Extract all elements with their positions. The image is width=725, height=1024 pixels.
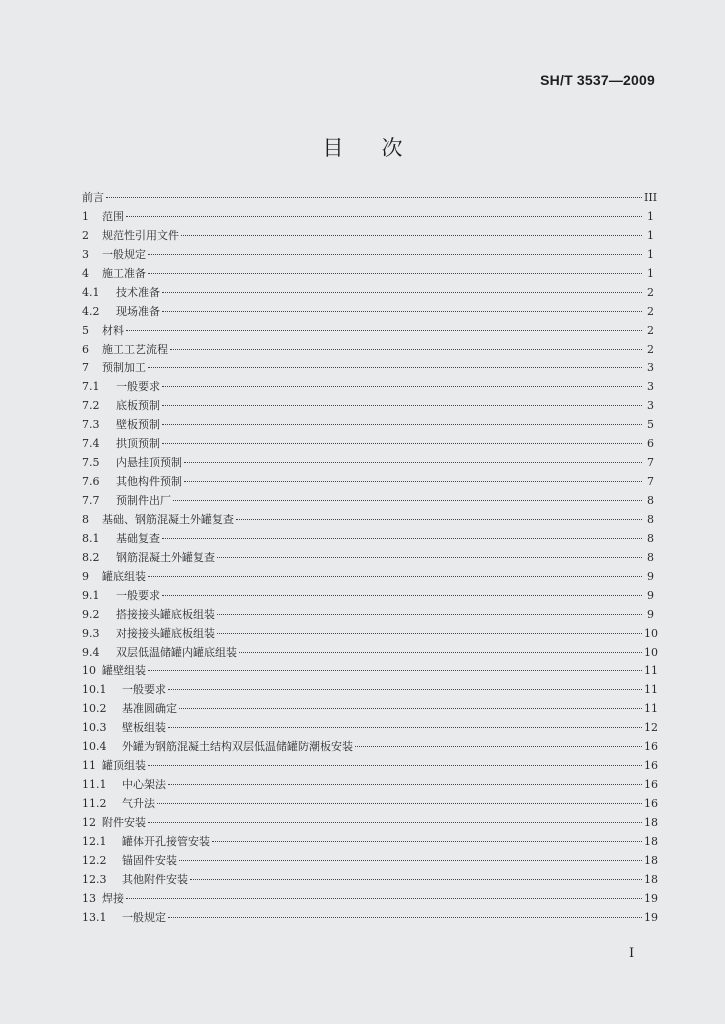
toc-entry-number: 7.6 <box>82 475 100 489</box>
toc-entry <box>82 662 658 681</box>
toc-entry <box>82 549 654 568</box>
toc-entry-label: 基础复查 <box>116 531 160 545</box>
toc-entry <box>82 681 658 700</box>
toc-leader-dots <box>190 878 642 880</box>
toc-leader-dots <box>148 669 642 671</box>
toc-entry <box>82 644 658 663</box>
toc-leader-dots <box>217 556 642 558</box>
toc-leader-dots <box>148 821 642 823</box>
toc-leader-dots <box>126 215 642 217</box>
toc-entry-number: 7.7 <box>82 494 100 507</box>
toc-entry-number: 11 <box>82 759 96 773</box>
toc-entry-label: 锚固件安装 <box>122 853 177 867</box>
toc-entry <box>82 833 658 852</box>
toc-leader-dots <box>148 366 642 368</box>
toc-entry-page: 7 <box>647 456 654 470</box>
toc-entry-number: 10.4 <box>82 740 107 754</box>
toc-entry-number: 10.2 <box>82 702 107 716</box>
toc-entry-label: 焊接 <box>102 891 124 905</box>
toc-entry-number: 12.3 <box>82 872 107 886</box>
toc-leader-dots <box>162 385 642 387</box>
toc-entry <box>82 473 654 492</box>
toc-entry-number: 8 <box>82 512 89 526</box>
toc-entry-page: 19 <box>644 891 658 905</box>
toc-entry-page: 6 <box>647 437 654 451</box>
toc-entry-label: 材料 <box>102 323 124 337</box>
toc-entry-page: 8 <box>647 531 654 545</box>
toc-entry-label: 一般要求 <box>116 588 160 602</box>
toc-leader-dots <box>162 291 642 293</box>
toc-entry-number: 7.1 <box>82 380 100 394</box>
page-title: 目次 <box>322 136 441 160</box>
toc-entry-page: 16 <box>644 740 658 754</box>
toc-entry <box>82 341 654 360</box>
toc-entry-page: 3 <box>647 399 654 413</box>
toc-entry <box>82 265 654 284</box>
toc-entry-number: 13 <box>82 891 96 905</box>
toc-entry-label: 现场准备 <box>116 304 160 318</box>
toc-entry-label: 搭接接头罐底板组装 <box>116 607 215 621</box>
toc-entry-page: 2 <box>647 342 654 356</box>
toc-entry-number: 10.3 <box>82 721 107 735</box>
toc-leader-dots <box>239 651 642 653</box>
toc-entry-page: 2 <box>647 285 654 299</box>
toc-entry-page: 3 <box>647 361 654 375</box>
toc-entry-number: 9.1 <box>82 588 100 602</box>
toc-entry-page: 8 <box>647 494 654 507</box>
toc-leader-dots <box>157 802 642 804</box>
toc-entry-page: 18 <box>644 853 658 867</box>
toc-entry-number: 4 <box>82 266 89 280</box>
toc-entry-label: 气升法 <box>122 797 155 810</box>
toc-entry-page: 2 <box>647 304 654 318</box>
toc-entry-number: 11.1 <box>82 778 107 792</box>
toc-entry-label: 罐壁组装 <box>102 664 146 678</box>
toc-entry-page: 11 <box>644 702 658 716</box>
toc-entry-number: 3 <box>82 247 89 261</box>
page-number: I <box>629 946 635 961</box>
toc-entry-label: 一般规定 <box>122 910 166 924</box>
toc-entry-page: 1 <box>647 247 654 261</box>
toc-entry <box>82 530 654 549</box>
toc-entry-number: 13.1 <box>82 910 107 924</box>
standard-code: SH/T 3537—2009 <box>540 72 655 88</box>
toc-entry-page: 8 <box>647 512 654 526</box>
toc-entry-page: 10 <box>644 645 658 659</box>
toc-entry-page: 7 <box>647 475 654 489</box>
toc-entry-number: 9.2 <box>82 607 100 621</box>
toc-leader-dots <box>126 329 642 331</box>
toc-entry-label: 前言 <box>82 191 104 204</box>
toc-entry-label: 其他构件预制 <box>116 475 182 489</box>
toc-entry <box>82 189 658 208</box>
toc-leader-dots <box>148 575 642 577</box>
toc-entry-number: 6 <box>82 342 89 356</box>
toc-entry-number: 4.1 <box>82 285 100 299</box>
toc-entry-number: 9.3 <box>82 626 100 640</box>
toc-leader-dots <box>162 310 642 312</box>
toc-leader-dots <box>236 518 642 520</box>
toc-entry-label: 中心架法 <box>122 778 166 792</box>
toc-entry <box>82 738 658 757</box>
toc-entry <box>82 227 654 246</box>
toc-entry-label: 罐底组装 <box>102 569 146 583</box>
toc-entry <box>82 568 654 587</box>
toc-entry-label: 一般要求 <box>122 683 166 697</box>
toc-entry-number: 10 <box>82 664 96 678</box>
toc-entry-label: 内悬挂顶预制 <box>116 456 182 470</box>
toc-leader-dots <box>184 461 642 463</box>
toc-entry-page: 12 <box>644 721 658 735</box>
toc-entry <box>82 587 654 606</box>
toc-entry-label: 壁板预制 <box>116 418 160 432</box>
toc-leader-dots <box>162 423 642 425</box>
toc-leader-dots <box>162 537 642 539</box>
toc-entry <box>82 397 654 416</box>
toc-entry-number: 2 <box>82 228 89 242</box>
toc-entry-number: 7.2 <box>82 399 100 413</box>
toc-entry-number: 4.2 <box>82 304 100 318</box>
toc-entry-page: 9 <box>647 569 654 583</box>
toc-entry <box>82 492 654 511</box>
toc-entry <box>82 511 654 530</box>
toc-entry-page: 19 <box>644 910 658 924</box>
toc-entry <box>82 909 658 928</box>
toc-leader-dots <box>162 442 642 444</box>
toc-entry <box>82 814 658 833</box>
toc-entry-number: 7 <box>82 361 89 375</box>
toc-entry <box>82 359 654 378</box>
toc-entry-label: 罐顶组装 <box>102 759 146 773</box>
toc-entry-label: 施工准备 <box>102 266 146 280</box>
toc-entry-page: 11 <box>644 664 658 678</box>
toc-entry <box>82 454 654 473</box>
toc-entry-page: 1 <box>647 266 654 280</box>
toc-leader-dots <box>173 499 642 501</box>
toc-entry-page: 8 <box>647 550 654 564</box>
toc-leader-dots <box>181 234 642 236</box>
toc-entry-label: 外罐为钢筋混凝土结构双层低温储罐防潮板安装 <box>122 740 353 754</box>
toc-entry-label: 范围 <box>102 209 124 223</box>
toc-entry <box>82 246 654 265</box>
toc-entry-label: 规范性引用文件 <box>102 228 179 242</box>
toc-entry-number: 7.5 <box>82 456 100 470</box>
toc-entry <box>82 322 654 341</box>
toc-entry-label: 一般要求 <box>116 380 160 394</box>
toc-entry-page: 10 <box>644 626 658 640</box>
toc-leader-dots <box>148 253 642 255</box>
toc-entry <box>82 871 658 890</box>
toc-entry <box>82 606 654 625</box>
toc-leader-dots <box>179 859 642 861</box>
toc-entry-number: 7.4 <box>82 437 100 451</box>
toc-leader-dots <box>217 632 642 634</box>
toc-entry-page: 18 <box>644 834 658 848</box>
toc-entry-number: 9.4 <box>82 645 100 659</box>
toc-entry-page: 16 <box>644 759 658 773</box>
toc-entry-number: 10.1 <box>82 683 107 697</box>
toc-entry <box>82 776 658 795</box>
toc-entry-number: 9 <box>82 569 89 583</box>
toc-leader-dots <box>162 404 642 406</box>
toc-entry-page: 1 <box>647 228 654 242</box>
toc-leader-dots <box>170 348 642 350</box>
toc-entry-label: 基础、钢筋混凝土外罐复查 <box>102 512 234 526</box>
toc-entry-label: 附件安装 <box>102 815 146 829</box>
toc-entry-number: 1 <box>82 209 89 223</box>
toc-entry-number: 11.2 <box>82 797 107 810</box>
toc-entry <box>82 852 658 871</box>
toc-entry-page: III <box>644 191 658 204</box>
toc-entry-number: 5 <box>82 323 89 337</box>
toc-entry <box>82 435 654 454</box>
toc-entry <box>82 795 658 814</box>
toc-entry-page: 1 <box>647 209 654 223</box>
toc-entry-label: 双层低温储罐内罐底组装 <box>116 645 237 659</box>
toc-entry-page: 2 <box>647 323 654 337</box>
toc-leader-dots <box>148 272 642 274</box>
toc-leader-dots <box>148 764 642 766</box>
toc-entry-label: 罐体开孔接管安装 <box>122 834 210 848</box>
toc-entry <box>82 416 654 435</box>
toc-entry-label: 对接接头罐底板组装 <box>116 626 215 640</box>
toc-entry-page: 5 <box>647 418 654 432</box>
toc-leader-dots <box>168 783 642 785</box>
toc-leader-dots <box>126 897 642 899</box>
toc-entry-label: 一般规定 <box>102 247 146 261</box>
toc-entry <box>82 719 658 738</box>
toc-entry-page: 16 <box>644 778 658 792</box>
table-of-contents <box>82 189 658 928</box>
toc-entry <box>82 378 654 397</box>
toc-entry <box>82 284 654 303</box>
toc-entry-label: 底板预制 <box>116 399 160 413</box>
toc-entry-page: 9 <box>647 607 654 621</box>
toc-entry-number: 8.1 <box>82 531 100 545</box>
toc-entry-number: 12.2 <box>82 853 107 867</box>
toc-leader-dots <box>168 726 642 728</box>
toc-entry-label: 施工工艺流程 <box>102 342 168 356</box>
toc-leader-dots <box>179 707 642 709</box>
toc-entry-number: 7.3 <box>82 418 100 432</box>
toc-entry-number: 12 <box>82 815 96 829</box>
toc-entry-page: 3 <box>647 380 654 394</box>
toc-entry-label: 钢筋混凝土外罐复查 <box>116 550 215 564</box>
toc-entry <box>82 757 658 776</box>
toc-entry-page: 18 <box>644 815 658 829</box>
toc-entry-page: 16 <box>644 797 658 810</box>
toc-entry <box>82 303 654 322</box>
toc-entry-label: 拱顶预制 <box>116 437 160 451</box>
toc-entry-label: 预制件出厂 <box>116 494 171 507</box>
toc-leader-dots <box>184 480 642 482</box>
toc-entry-label: 其他附件安装 <box>122 872 188 886</box>
toc-entry <box>82 625 658 644</box>
toc-entry <box>82 890 658 909</box>
toc-entry-page: 11 <box>644 683 658 697</box>
toc-leader-dots <box>162 594 642 596</box>
toc-leader-dots <box>217 613 642 615</box>
toc-entry <box>82 208 654 227</box>
toc-leader-dots <box>168 916 642 918</box>
toc-leader-dots <box>355 745 642 747</box>
toc-entry-page: 9 <box>647 588 654 602</box>
toc-entry-label: 预制加工 <box>102 361 146 375</box>
toc-entry-label: 基准圆确定 <box>122 702 177 716</box>
toc-entry-label: 壁板组装 <box>122 721 166 735</box>
toc-entry-label: 技术准备 <box>116 285 160 299</box>
toc-leader-dots <box>212 840 642 842</box>
toc-entry <box>82 700 658 719</box>
toc-leader-dots <box>168 688 642 690</box>
toc-entry-number: 8.2 <box>82 550 100 564</box>
toc-entry-page: 18 <box>644 872 658 886</box>
toc-entry-number: 12.1 <box>82 834 107 848</box>
toc-leader-dots <box>106 196 642 198</box>
